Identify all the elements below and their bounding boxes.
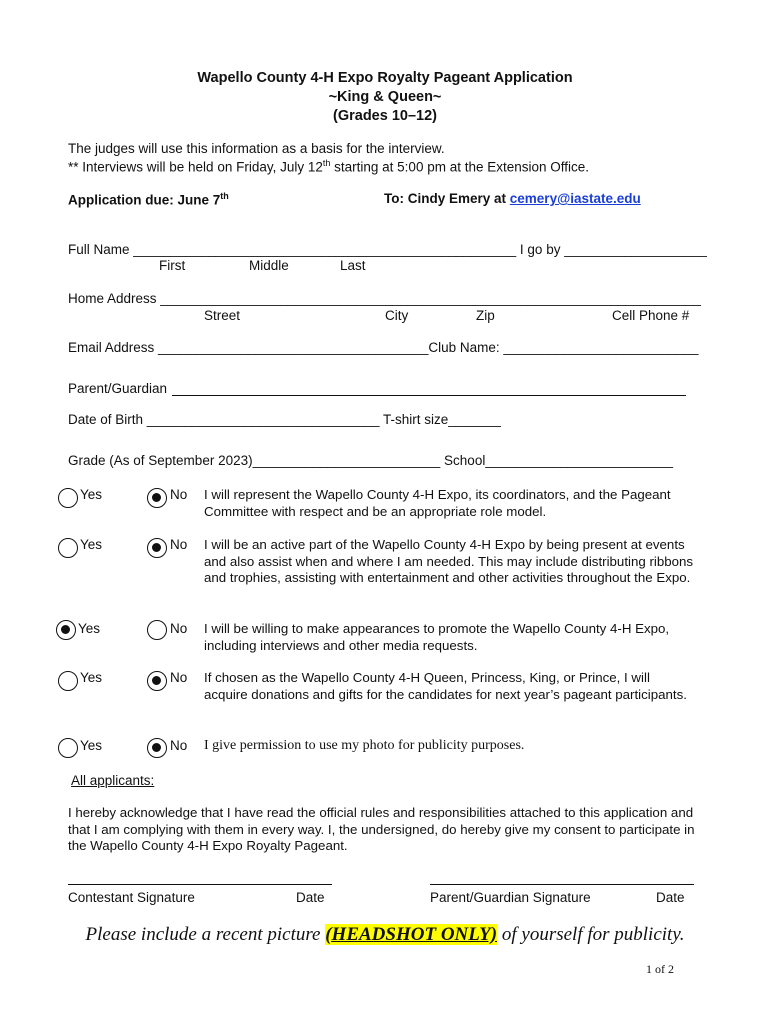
- name-first-label: First: [159, 258, 186, 273]
- email-club-field[interactable]: Email Address ____________________________________Club Name: __________________________: [68, 340, 699, 355]
- submit-to: To: Cindy Emery at cemery@iastate.edu: [384, 191, 641, 206]
- grade-school-field[interactable]: Grade (As of September 2023)_________________________ School_________________________: [68, 453, 674, 468]
- q4-no-label: No: [170, 670, 188, 685]
- form-subtitle: ~King & Queen~: [328, 89, 442, 105]
- q5-no-label: No: [170, 738, 188, 753]
- acknowledgement-text: I hereby acknowledge that I have read the official rules and responsibilities attached to this application and that I am complying with them in every way. I, the undersigned, do hereby give my consent to participate in the Wapello County 4-H Expo Royalty Pageant.: [68, 805, 695, 854]
- q3-no-radio[interactable]: [147, 620, 167, 640]
- q4-yes-radio[interactable]: [58, 671, 78, 691]
- q5-yes-radio[interactable]: [58, 738, 78, 758]
- contestant-date-label: Date: [296, 890, 325, 905]
- q5-no-radio[interactable]: [147, 738, 167, 758]
- addr-phone-label: Cell Phone #: [612, 308, 690, 323]
- q3-yes-label: Yes: [78, 621, 101, 636]
- home-address-field[interactable]: Home Address ________________________________________________________________________: [68, 291, 701, 306]
- intro-line-1: The judges will use this information as a basis for the interview.: [68, 141, 445, 156]
- form-title: Wapello County 4-H Expo Royalty Pageant Application: [197, 70, 573, 86]
- q2-yes-radio[interactable]: [58, 538, 78, 558]
- q3-no-label: No: [170, 621, 188, 636]
- q1-no-label: No: [170, 487, 188, 502]
- email-link[interactable]: cemery@iastate.edu: [509, 191, 641, 206]
- q1-yes-label: Yes: [80, 487, 103, 502]
- headshot-highlight: (HEADSHOT ONLY): [325, 924, 498, 945]
- q5-yes-label: Yes: [80, 738, 103, 753]
- contestant-signature-label: Contestant Signature: [68, 890, 195, 905]
- q1-text: I will represent the Wapello County 4-H Expo, its coordinators, and the Pageant Committee with respect and be an appropriate role model.: [204, 487, 671, 519]
- addr-street-label: Street: [204, 308, 241, 323]
- contestant-signature-line[interactable]: [68, 884, 332, 885]
- addr-zip-label: Zip: [476, 308, 495, 323]
- form-grades: (Grades 10–12): [333, 108, 437, 124]
- all-applicants-heading: All applicants:: [71, 773, 155, 788]
- q2-no-label: No: [170, 537, 188, 552]
- q3-text: I will be willing to make appearances to promote the Wapello County 4-H Expo, including interviews and other media requests.: [204, 621, 670, 653]
- page-number: 1 of 2: [646, 962, 674, 976]
- dob-tshirt-field[interactable]: Date of Birth _______________________________ T-shirt size_______: [68, 412, 501, 427]
- headshot-note: Please include a recent picture (HEADSHOT ONLY) of yourself for publicity.: [85, 924, 685, 945]
- parent-date-label: Date: [656, 890, 685, 905]
- parent-guardian-field[interactable]: [172, 395, 686, 396]
- q1-yes-radio[interactable]: [58, 488, 78, 508]
- q2-no-radio[interactable]: [147, 538, 167, 558]
- parent-guardian-label: Parent/Guardian: [68, 381, 168, 396]
- q1-no-radio[interactable]: [147, 488, 167, 508]
- application-due: Application due: June 7th: [68, 191, 229, 208]
- addr-city-label: City: [385, 308, 409, 323]
- parent-signature-label: Parent/Guardian Signature: [430, 890, 591, 905]
- q2-yes-label: Yes: [80, 537, 103, 552]
- q4-no-radio[interactable]: [147, 671, 167, 691]
- intro-line-2: ** Interviews will be held on Friday, July 12th starting at 5:00 pm at the Extension Office.: [68, 158, 590, 175]
- parent-signature-line[interactable]: [430, 884, 694, 885]
- name-middle-label: Middle: [249, 258, 289, 273]
- q4-yes-label: Yes: [80, 670, 103, 685]
- full-name-field[interactable]: Full Name ___________________________________________________ I go by ___________________: [68, 242, 707, 257]
- q3-yes-radio[interactable]: [56, 620, 76, 640]
- q2-text: I will be an active part of the Wapello County 4-H Expo by being present at events and also assist when and where I am needed. This may include distributing ribbons and trophies, assisting with entertainment and other activities throughout the Expo.: [204, 537, 694, 586]
- q5-text: I give permission to use my photo for publicity purposes.: [204, 738, 525, 753]
- q4-text: If chosen as the Wapello County 4-H Queen, Princess, King, or Prince, I will acquire donations and gifts for the candidates for next year’s pageant participants.: [204, 670, 687, 702]
- name-last-label: Last: [340, 258, 366, 273]
